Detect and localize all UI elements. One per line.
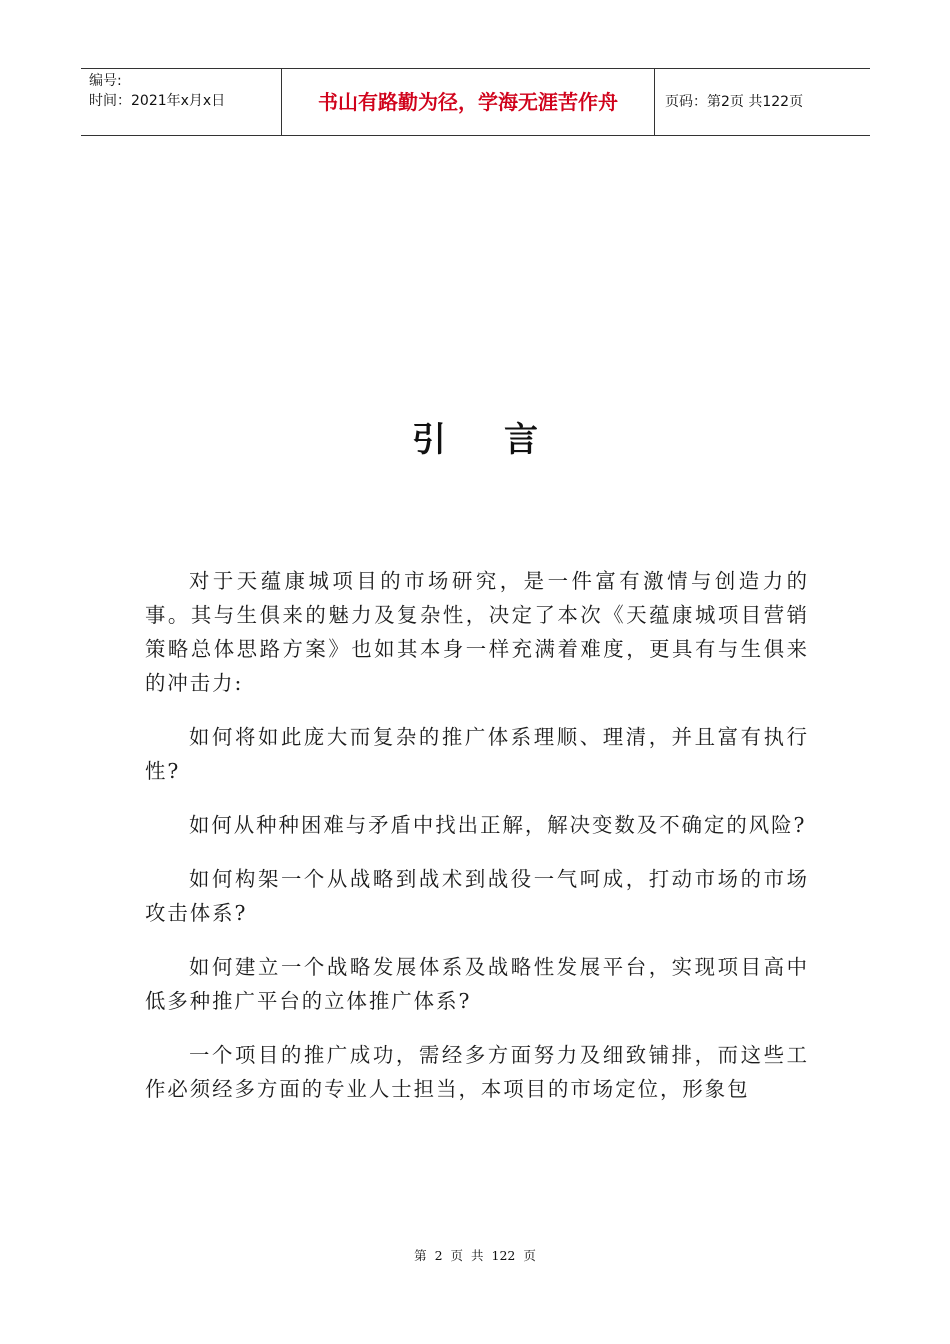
- header-motto: 书山有路勤为径，学海无涯苦作舟: [281, 69, 655, 135]
- header-page-info: 页码：第2页 共122页: [665, 94, 804, 110]
- paragraph: 如何建立一个战略发展体系及战略性发展平台，实现项目高中低多种推广平台的立体推广体系?: [145, 955, 809, 1013]
- document-number-label: 编号:: [89, 73, 122, 89]
- title-char-1: 引: [412, 420, 446, 460]
- page-footer: 第 2 页 共 122 页: [414, 1248, 536, 1263]
- page-header: [81, 68, 870, 136]
- title-char-2: 言: [504, 420, 538, 460]
- paragraph: 如何将如此庞大而复杂的推广体系理顺、理清，并且富有执行性?: [145, 725, 809, 783]
- header-meta-cell: [81, 69, 281, 135]
- paragraph: 如何构架一个从战略到战术到战役一气呵成，打动市场的市场攻击体系?: [145, 867, 809, 925]
- page-title: [0, 412, 950, 461]
- paragraph: 一个项目的推广成功，需经多方面努力及细致铺排，而这些工作必须经多方面的专业人士担当，本项目的市场定位，形象包: [145, 1043, 809, 1101]
- body-text: [145, 564, 809, 1126]
- document-date: 时间：2021年x月x日: [89, 93, 226, 109]
- paragraph: 对于天蕴康城项目的市场研究，是一件富有激情与创造力的事。其与生俱来的魅力及复杂性，决定了本次《天蕴康城项目营销策略总体思路方案》也如其本身一样充满着难度，更具有与生俱来的冲击力:: [145, 569, 809, 695]
- paragraph: 如何从种种困难与矛盾中找出正解，解决变数及不确定的风险?: [189, 813, 807, 837]
